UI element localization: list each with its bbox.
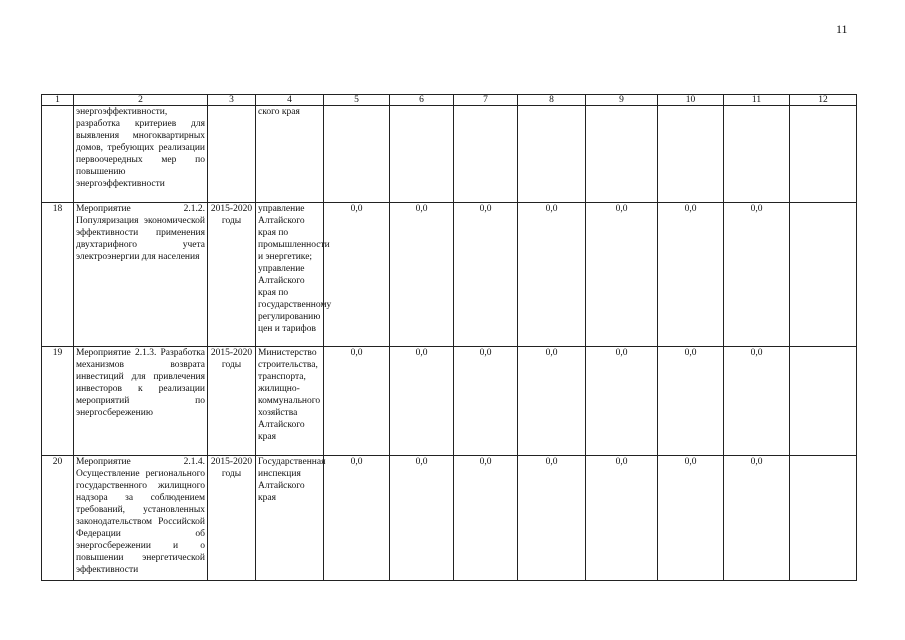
value-cell [454,106,518,203]
column-header: 7 [454,95,518,106]
value-cell: 0,0 [454,456,518,581]
value-cell [324,106,390,203]
row-number: 18 [42,203,74,347]
value-cell: 0,0 [390,347,454,456]
measures-table [41,94,857,581]
column-header: 4 [256,95,324,106]
column-header: 3 [208,95,256,106]
measure-period: 2015-2020 годы [208,203,256,347]
value-cell: 0,0 [454,203,518,347]
value-cell: 0,0 [390,456,454,581]
measure-executor: ского края [256,106,324,203]
value-cell: 0,0 [324,203,390,347]
measure-executor: Министерство строительства, транспорта, жилищно-коммунального хозяйства Алтайского края [256,347,324,456]
column-header: 9 [586,95,658,106]
value-cell: 0,0 [586,456,658,581]
page-number: 11 [836,22,848,36]
measure-description: Мероприятие 2.1.3. Разработка механизмов возврата инвестиций для привлечения инвесторов к реализации мероприятий по энергосбережению [74,347,208,456]
value-cell [790,106,857,203]
value-cell: 0,0 [390,203,454,347]
measure-description: Мероприятие 2.1.2. Популяризация экономической эффективности применения двухтарифного учета электроэнергии для населения [74,203,208,347]
value-cell: 0,0 [586,347,658,456]
value-cell: 0,0 [724,347,790,456]
value-cell [658,106,724,203]
value-cell: 0,0 [518,203,586,347]
value-cell [790,456,857,581]
column-header: 10 [658,95,724,106]
value-cell [724,106,790,203]
value-cell: 0,0 [586,203,658,347]
measure-executor: управление Алтайского края по промышленности и энергетике; управление Алтайского края по государственному регулированию цен и тарифов [256,203,324,347]
table-row [42,456,857,581]
value-cell: 0,0 [658,203,724,347]
value-cell: 0,0 [324,456,390,581]
row-number [42,106,74,203]
value-cell: 0,0 [454,347,518,456]
value-cell [790,347,857,456]
column-header: 8 [518,95,586,106]
column-header: 5 [324,95,390,106]
value-cell [790,203,857,347]
column-header: 2 [74,95,208,106]
measure-description: Мероприятие 2.1.4. Осуществление регионального государственного жилищного надзора за соблюдением требований, установленных законодательством Российской Федерации об энергосбережении и о повышении энергетической эффективности [74,456,208,581]
column-header: 1 [42,95,74,106]
value-cell: 0,0 [658,456,724,581]
measure-executor: Государственная инспекция Алтайского края [256,456,324,581]
table-row [42,347,857,456]
table-row [42,106,857,203]
value-cell: 0,0 [724,203,790,347]
value-cell [586,106,658,203]
column-header: 12 [790,95,857,106]
measure-period: 2015-2020 годы [208,347,256,456]
value-cell [518,106,586,203]
value-cell: 0,0 [518,347,586,456]
column-header: 6 [390,95,454,106]
value-cell [390,106,454,203]
row-number: 20 [42,456,74,581]
value-cell: 0,0 [324,347,390,456]
measure-period [208,106,256,203]
column-number-row [42,95,857,106]
measure-description: энергоэффективности, разработка критериев для выявления многоквартирных домов, требующих реализации первоочередных мер по повышению энергоэффективности [74,106,208,203]
value-cell: 0,0 [724,456,790,581]
value-cell: 0,0 [518,456,586,581]
column-header: 11 [724,95,790,106]
value-cell: 0,0 [658,347,724,456]
measure-period: 2015-2020 годы [208,456,256,581]
table-row [42,203,857,347]
row-number: 19 [42,347,74,456]
